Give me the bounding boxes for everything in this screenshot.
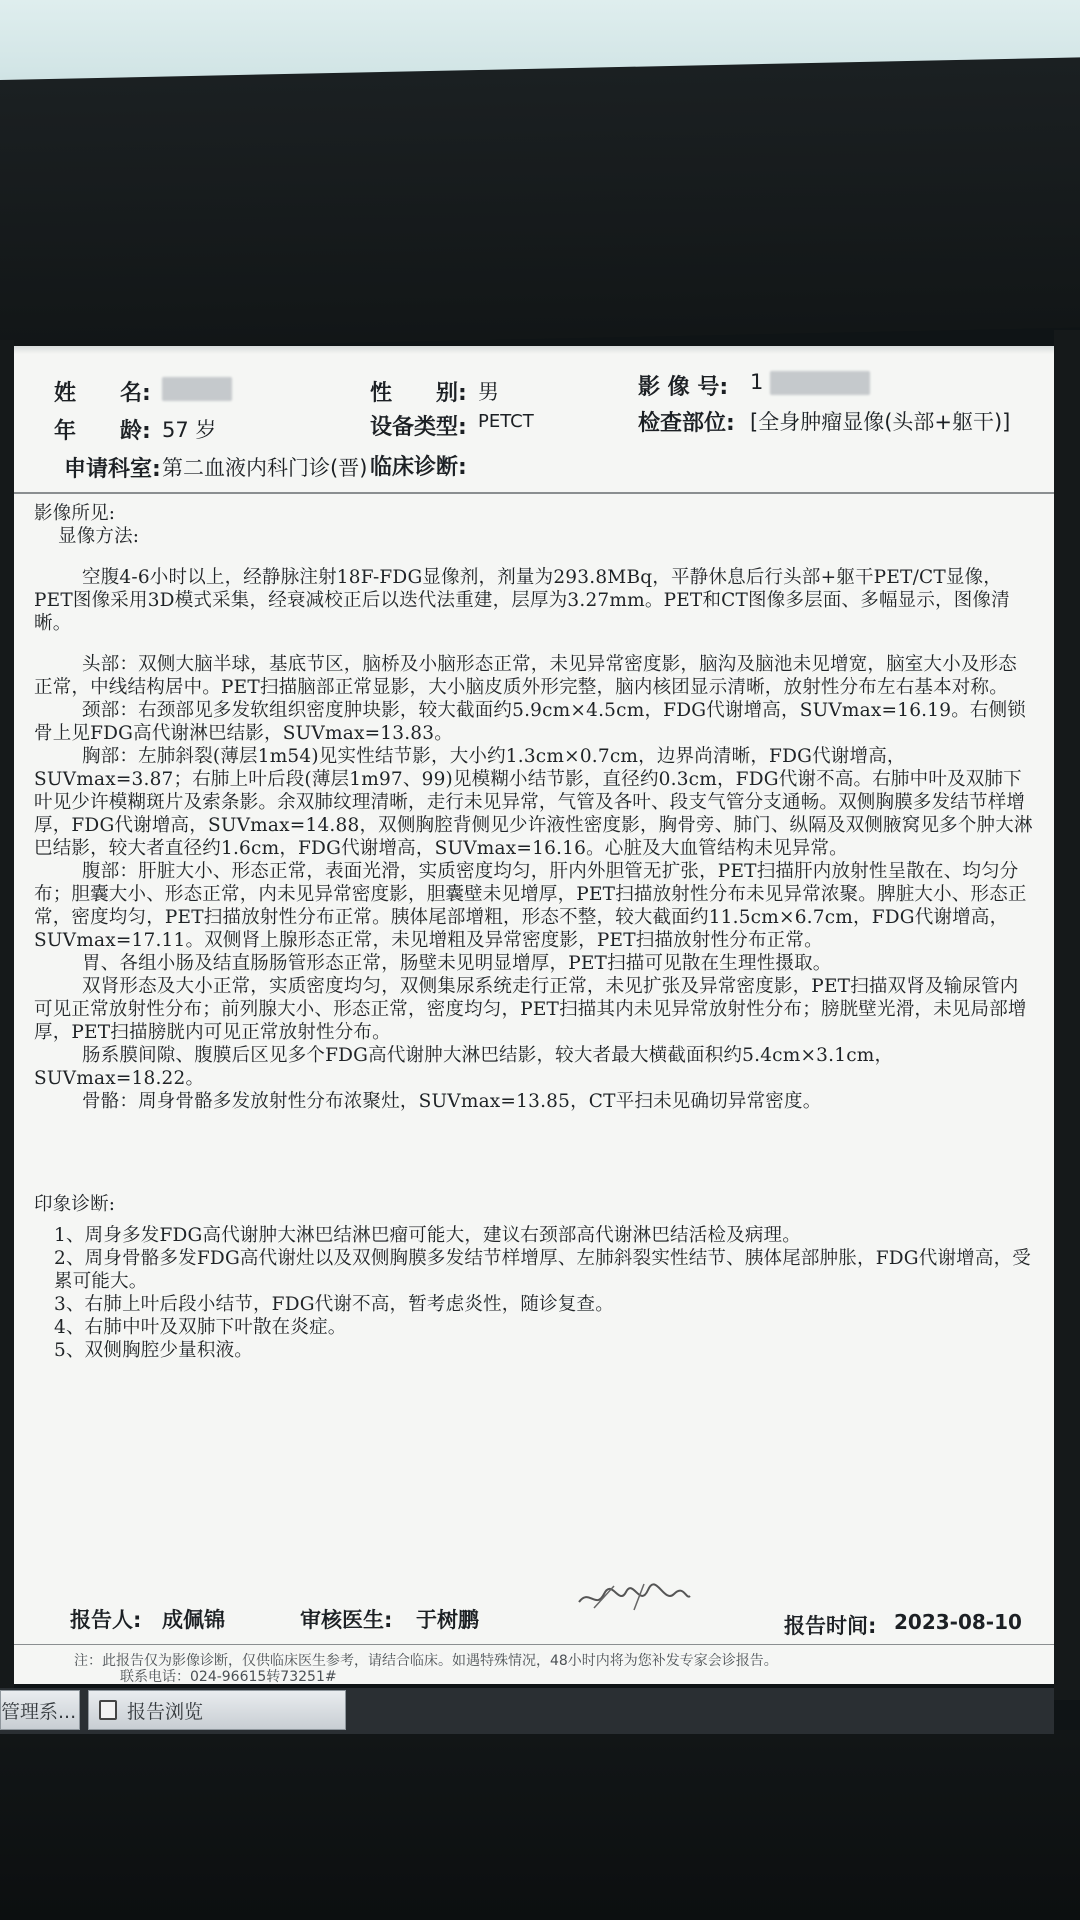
abdomen-findings: 腹部：肝脏大小、形态正常，表面光滑，实质密度均匀，肝内外胆管无扩张，PET扫描肝内放射性呈散在、均匀分布；胆囊大小、形态正常，内未见异常密度影，胆囊壁未见增厚，PET扫描放射性分布未见异常浓聚。脾脏大小、形态正常，密度均匀，PET扫描放射性分布正常。胰体尾部增粗，形态不整，较大截面约11.5cm×6.7cm，FDG代谢增高，SUVmax=17.11。双侧肾上腺形态正常，未见增粗及异常密度影，PET扫描放射性分布正常。: [34, 861, 1027, 951]
impression-item: 5、双侧胸腔少量积液。: [54, 1340, 253, 1361]
bone-findings: 骨骼：周身骨骼多发放射性分布浓聚灶，SUVmax=13.85，CT平扫未见确切异常密度。: [82, 1091, 822, 1112]
patient-header: [14, 358, 1054, 486]
device-label: 设备类型:: [370, 415, 467, 440]
taskbar-item-management[interactable]: [0, 1690, 80, 1730]
gi-findings: 胃、各组小肠及结直肠肠管形态正常，肠壁未见明显增厚，PET扫描可见散在生理性摄取。: [82, 953, 832, 974]
impression-item: 2、周身骨骼多发FDG高代谢灶以及双侧胸膜多发结节样增厚、左肺斜裂实性结节、胰体尾部肿胀，FDG代谢增高，受累可能大。: [54, 1248, 1031, 1292]
age-label: 年 龄:: [54, 419, 151, 444]
report-document: [14, 346, 1054, 1684]
device-value: PETCT: [478, 411, 534, 432]
taskbar-item-report-view-label: 报告浏览: [127, 1700, 204, 1723]
report-time-label: 报告时间:: [784, 1614, 877, 1638]
exam-label: 检查部位:: [638, 411, 735, 436]
monitor-bezel-left: [0, 340, 14, 1690]
impression-list: [34, 1224, 1034, 1362]
monitor-bezel-top: [0, 57, 1080, 350]
neck-findings: 颈部：右颈部见多发软组织密度肿块影，较大截面约5.9cm×4.5cm，FDG代谢增高，SUVmax=16.19。右侧锁骨上见FDG高代谢淋巴结影，SUVmax=13.83。: [34, 700, 1026, 744]
findings-title: 影像所见:: [34, 503, 116, 524]
report-body: [34, 502, 1034, 1362]
reporter-label: 报告人:: [70, 1608, 142, 1632]
impression-item: 4、右肺中叶及双肺下叶散在炎症。: [54, 1317, 347, 1338]
monitor-bezel-bottom: [0, 1730, 1080, 1920]
cut-off-header-line: [14, 346, 1054, 354]
impression-item: 3、右肺上叶后段小结节，FDG代谢不高，暂考虑炎性，随诊复查。: [54, 1294, 614, 1315]
chest-findings: 胸部：左肺斜裂(薄层1m54)见实性结节影，大小约1.3cm×0.7cm，边界尚清晰，FDG代谢增高，SUVmax=3.87；右肺上叶后段(薄层1m97、99)见模糊小结节影，直径约0.3cm，FDG代谢不高。右肺中叶及双肺下叶见少许模糊斑片及索条影。余双肺纹理清晰，走行未见异常，气管及各叶、段支气管分支通畅。双侧胸膜多发结节样增厚，FDG代谢增高，SUVmax=14.88，双侧胸腔背侧见少许液性密度影，胸骨旁、肺门、纵隔及双侧腋窝见多个肿大淋巴结影，较大者直径约1.6cm，FDG代谢增高，SUVmax=16.16。心脏及大血管结构未见异常。: [34, 746, 1033, 859]
report-footer: [14, 1586, 1054, 1684]
impression-title: 印象诊断:: [34, 1194, 116, 1215]
contact-phone: 联系电话：024-96615转73251#: [120, 1669, 337, 1684]
dept-value: 第二血液内科门诊(晋): [162, 456, 368, 480]
image-no-value: 1: [750, 370, 870, 395]
impression-item: 1、周身多发FDG高代谢肿大淋巴结淋巴瘤可能大，建议右颈部高代谢淋巴结活检及病理。: [54, 1225, 801, 1246]
name-value-redacted: [162, 376, 232, 401]
reporter-name: 成佩锦: [162, 1608, 225, 1632]
method-text: 空腹4-6小时以上，经静脉注射18F-FDG显像剂，剂量为293.8MBq，平静休息后行头部+躯干PET/CT显像，PET图像采用3D模式采集，经衰减校正后以迭代法重建，层厚为3.27mm。PET和CT图像多层面、多幅显示，图像清晰。: [34, 567, 1010, 634]
sex-value: 男: [478, 380, 499, 404]
footer-divider: [14, 1644, 1054, 1645]
disclaimer-note: 注：此报告仅为影像诊断，仅供临床医生参考，请结合临床。如遇特殊情况，48小时内将为您补发专家会诊报告。: [74, 1653, 778, 1669]
dept-label: 申请科室:: [64, 457, 161, 482]
exam-value: [全身肿瘤显像(头部+躯干)]: [750, 410, 1011, 434]
taskbar: [0, 1688, 1054, 1734]
monitor-bezel-right: [1054, 330, 1080, 1700]
image-no-label: 影 像 号:: [638, 375, 729, 400]
window-icon: [99, 1700, 117, 1720]
method-title: 显像方法:: [58, 526, 140, 547]
age-value: 57 岁: [162, 418, 217, 442]
report-time-value: 2023-08-10: [894, 1610, 1022, 1634]
name-label: 姓 名:: [54, 381, 151, 406]
taskbar-item-management-label: 管理系...: [1, 1700, 77, 1723]
sex-label: 性 别:: [370, 381, 467, 406]
mesentery-findings: 肠系膜间隙、腹膜后区见多个FDG高代谢肿大淋巴结影，较大者最大横截面积约5.4cm×3.1cm，SUVmax=18.22。: [34, 1045, 894, 1089]
taskbar-item-report-view[interactable]: [88, 1690, 346, 1730]
header-divider: [14, 492, 1054, 494]
handwritten-signature: [574, 1580, 694, 1614]
head-findings: 头部：双侧大脑半球，基底节区，脑桥及小脑形态正常，未见异常密度影，脑沟及脑池未见增宽，脑室大小及形态正常，中线结构居中。PET扫描脑部正常显影，大小脑皮质外形完整，脑内核团显示清晰，放射性分布左右基本对称。: [34, 654, 1018, 698]
reviewer-label: 审核医生:: [300, 1608, 393, 1632]
clinical-diagnosis-label: 临床诊断:: [370, 455, 467, 480]
reviewer-name: 于树鹏: [416, 1608, 479, 1632]
kidney-findings: 双肾形态及大小正常，实质密度均匀，双侧集尿系统走行正常，未见扩张及异常密度影，PET扫描双肾及输尿管内可见正常放射性分布；前列腺大小、形态正常，密度均匀，PET扫描其内未见异常放射性分布；膀胱壁光滑，未见局部增厚，PET扫描膀胱内可见正常放射性分布。: [34, 976, 1027, 1043]
